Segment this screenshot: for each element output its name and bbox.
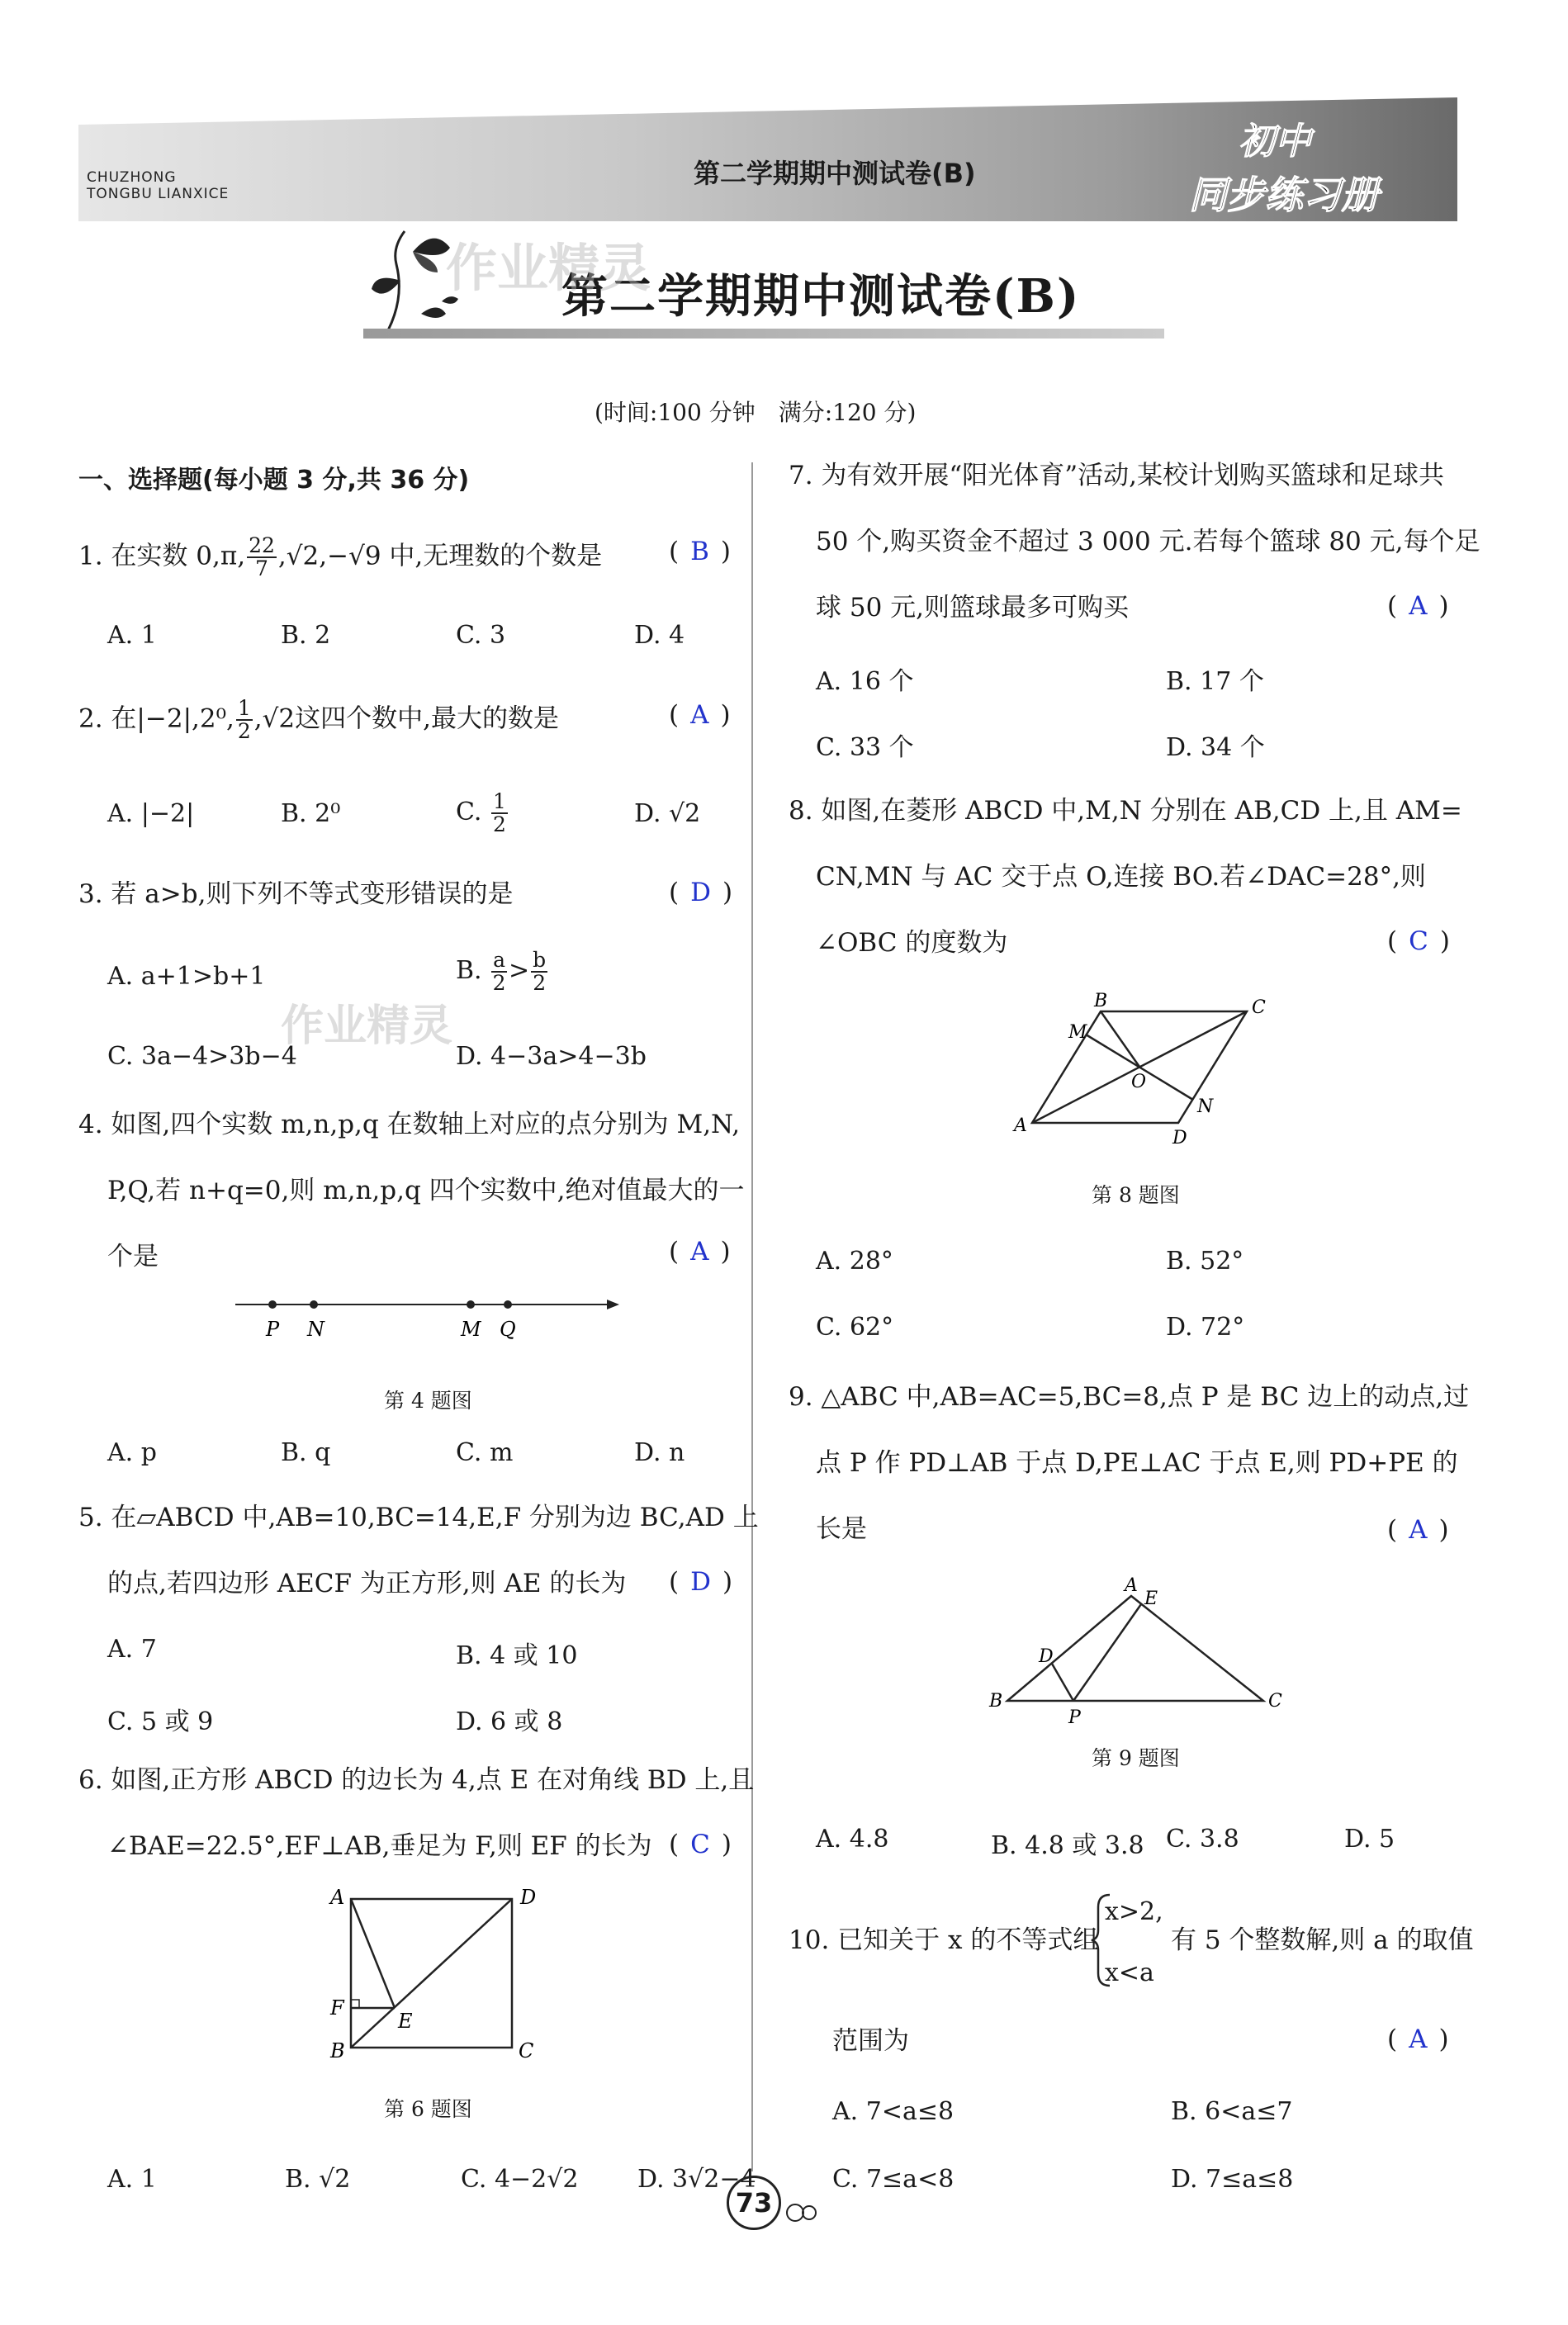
title-underline — [363, 329, 1164, 339]
q2-option-c-fraction — [491, 791, 508, 836]
q6-label-a: A — [330, 1886, 345, 1909]
q4-option-a: A. p — [107, 1438, 157, 1467]
series-logo — [87, 169, 229, 202]
q9-answer: ( A ) — [1387, 1515, 1449, 1545]
q4-line3: 个是 — [107, 1242, 159, 1271]
q4-option-b: B. q — [281, 1438, 331, 1467]
q10-system-line1: x>2, — [1105, 1897, 1163, 1926]
q2-stem-part1: 2. 在|−2|,2⁰, — [78, 703, 234, 734]
q8-caption: 第 8 题图 — [1092, 1183, 1180, 1207]
q4-point-m — [467, 1300, 475, 1309]
q5-line2: 的点,若四边形 AECF 为正方形,则 AE 的长为 — [107, 1569, 627, 1598]
q5-line1: 5. 在▱ABCD 中,AB=10,BC=14,E,F 分别为边 BC,AD 上 — [78, 1503, 759, 1532]
q1-answer: ( B ) — [669, 537, 731, 566]
q8-label-o: O — [1131, 1072, 1147, 1092]
q3-optb-den2: 2 — [533, 971, 547, 995]
q9-caption: 第 9 题图 — [1092, 1746, 1180, 1770]
q8-label-a: A — [1014, 1115, 1027, 1136]
q2-option-b: B. 2⁰ — [281, 799, 341, 828]
q7-line3: 球 50 元,则篮球最多可购买 — [816, 593, 1130, 623]
q2-answer-value: A — [690, 700, 709, 730]
q8-answer-value: C — [1409, 926, 1428, 956]
q5-answer: ( D ) — [669, 1567, 733, 1597]
q10-option-c: C. 7≤a<8 — [832, 2165, 955, 2194]
q10-answer-value: A — [1409, 2024, 1428, 2054]
q7-option-a: A. 16 个 — [816, 667, 914, 696]
series-logo-line1: CHUZHONG — [87, 169, 177, 186]
q8-label-b: B — [1094, 991, 1108, 1011]
q4-axis-arrow — [607, 1300, 619, 1309]
q5-option-b: B. 4 或 10 — [456, 1641, 578, 1670]
q4-line1: 4. 如图,四个实数 m,n,p,q 在数轴上对应的点分别为 M,N, — [78, 1110, 741, 1139]
q3-answer: ( D ) — [669, 878, 733, 907]
q3-option-d: D. 4−3a>4−3b — [456, 1042, 647, 1071]
q6-square-figure — [322, 1882, 553, 2064]
q9-label-b: B — [989, 1691, 1003, 1712]
q8-segment-bo — [1101, 1011, 1139, 1067]
q6-line2: ∠BAE=22.5°,EF⊥AB,垂足为 F,则 EF 的长为 — [107, 1831, 652, 1861]
q6-answer: ( C ) — [669, 1830, 732, 1859]
q2-fraction — [236, 698, 253, 742]
q6-caption: 第 6 题图 — [384, 2097, 472, 2121]
q1-option-b: B. 2 — [281, 621, 331, 650]
time-info: (时间:100 分钟 满分:120 分) — [595, 399, 917, 426]
q1-frac-num: 22 — [249, 533, 275, 557]
q2-stem — [78, 698, 559, 742]
q10-stem-part2: 有 5 个整数解,则 a 的取值 — [1171, 1925, 1474, 1955]
q2-answer: ( A ) — [669, 700, 731, 730]
watermark: 作业精灵 — [446, 238, 651, 298]
q1-option-a: A. 1 — [107, 621, 157, 650]
q9-option-a: A. 4.8 — [816, 1825, 889, 1854]
q10-option-a: A. 7<a≤8 — [832, 2097, 955, 2126]
q8-label-d: D — [1172, 1128, 1187, 1148]
q2-stem-part2: ,√2这四个数中,最大的数是 — [253, 703, 559, 734]
q1-fraction — [247, 535, 277, 580]
q4-answer: ( A ) — [669, 1237, 731, 1267]
q6-option-b: B. √2 — [285, 2165, 351, 2194]
q8-label-m: M — [1068, 1022, 1087, 1043]
q8-option-a: A. 28° — [816, 1247, 893, 1276]
column-divider — [751, 462, 753, 2171]
q4-option-d: D. n — [634, 1438, 685, 1467]
q3-option-b — [456, 949, 549, 994]
series-logo-line2: TONGBU LIANXICE — [87, 186, 230, 202]
q4-label-q: Q — [500, 1318, 516, 1341]
q8-label-c: C — [1252, 997, 1266, 1018]
q8-line2: CN,MN 与 AC 交于点 O,连接 BO.若∠DAC=28°,则 — [816, 862, 1426, 892]
q1-frac-den: 7 — [255, 556, 268, 580]
q1-stem — [78, 535, 602, 580]
q3-optb-frac2 — [531, 949, 547, 994]
q9-line3: 长是 — [816, 1514, 867, 1544]
q7-line1: 7. 为有效开展“阳光体育”活动,某校计划购买篮球和足球共 — [789, 461, 1444, 490]
q2-option-a: A. |−2| — [107, 799, 195, 828]
page-title: 第二学期期中测试卷(B) — [561, 269, 1081, 324]
q4-answer-value: A — [690, 1237, 709, 1267]
page-number-decoration-icon — [783, 2196, 824, 2229]
q9-triangle-figure — [983, 1573, 1296, 1738]
q6-right-angle-mark — [351, 2000, 359, 2008]
q4-point-n — [310, 1300, 318, 1309]
q4-point-p — [268, 1300, 277, 1309]
q6-segment-ae — [351, 1899, 395, 2008]
q4-label-m: M — [461, 1318, 481, 1341]
q7-option-d: D. 34 个 — [1166, 733, 1265, 762]
q4-number-line — [231, 1288, 628, 1346]
q9-label-p: P — [1068, 1707, 1081, 1728]
q10-line2: 范围为 — [832, 2026, 909, 2056]
q6-label-b: B — [330, 2039, 345, 2062]
q4-label-p: P — [266, 1318, 280, 1341]
q6-option-a: A. 1 — [107, 2165, 157, 2194]
q9-line1: 9. △ABC 中,AB=AC=5,BC=8,点 P 是 BC 边上的动点,过 — [789, 1382, 1470, 1412]
q8-rhombus-figure — [1007, 987, 1280, 1152]
q3-optb-frac1 — [491, 949, 507, 994]
q3-optb-num1: a — [493, 948, 506, 972]
q6-label-c: C — [519, 2039, 534, 2062]
q6-option-d: D. 3√2−4 — [637, 2165, 756, 2194]
q6-answer-value: C — [690, 1830, 710, 1859]
q3-optb-den1: 2 — [492, 971, 506, 995]
q3-answer-value: D — [690, 878, 711, 907]
q2-option-c-label: C. — [456, 798, 490, 826]
q5-answer-value: D — [690, 1567, 711, 1597]
q6-label-f: F — [330, 1996, 344, 2020]
q7-option-c: C. 33 个 — [816, 733, 914, 762]
q8-answer: ( C ) — [1387, 926, 1450, 956]
brand-line1: 初中 — [1239, 121, 1311, 163]
q9-option-c: C. 3.8 — [1166, 1825, 1239, 1854]
q3-optb-gt: > — [509, 956, 530, 985]
q3-optb-num2: b — [533, 948, 547, 972]
section-heading: 一、选择题(每小题 3 分,共 36 分) — [78, 466, 470, 495]
q6-label-e: E — [398, 2010, 413, 2033]
q3-optb-label: B. — [456, 956, 490, 985]
q6-diagonal-bd — [351, 1899, 512, 2048]
q2-option-d: D. √2 — [634, 799, 701, 828]
q6-option-c: C. 4−2√2 — [461, 2165, 579, 2194]
q6-line1: 6. 如图,正方形 ABCD 的边长为 4,点 E 在对角线 BD 上,且 — [78, 1765, 755, 1795]
q3-option-c: C. 3a−4>3b−4 — [107, 1042, 297, 1071]
q9-segment-pd — [1052, 1664, 1073, 1701]
q9-label-a: A — [1125, 1575, 1138, 1596]
q1-answer-value: B — [690, 537, 709, 566]
q4-point-q — [504, 1300, 512, 1309]
q7-answer: ( A ) — [1387, 591, 1449, 621]
q2-option-c — [456, 791, 509, 836]
q5-option-d: D. 6 或 8 — [456, 1707, 563, 1736]
watermark-2: 作业精灵 — [281, 1002, 453, 1051]
q2-optc-num: 1 — [492, 789, 506, 813]
q5-option-c: C. 5 或 9 — [107, 1707, 214, 1736]
q10-option-d: D. 7≤a≤8 — [1171, 2165, 1294, 2194]
q8-line1: 8. 如图,在菱形 ABCD 中,M,N 分别在 AB,CD 上,且 AM= — [789, 796, 1462, 826]
q1-option-c: C. 3 — [456, 621, 506, 650]
q9-label-c: C — [1268, 1691, 1282, 1712]
q9-answer-value: A — [1409, 1515, 1428, 1545]
q2-frac-den: 2 — [237, 719, 251, 743]
brand-line2: 同步练习册 — [1189, 173, 1379, 217]
q1-stem-part2: ,√2,−√9 中,无理数的个数是 — [277, 541, 603, 571]
q9-option-d: D. 5 — [1344, 1825, 1395, 1854]
q2-optc-den: 2 — [492, 812, 506, 836]
q3-stem: 3. 若 a>b,则下列不等式变形错误的是 — [78, 879, 514, 909]
q5-option-a: A. 7 — [107, 1635, 157, 1664]
q4-line2: P,Q,若 n+q=0,则 m,n,p,q 四个实数中,绝对值最大的一 — [107, 1176, 745, 1205]
q7-line2: 50 个,购买资金不超过 3 000 元.若每个篮球 80 元,每个足 — [816, 527, 1480, 556]
q3-option-a: A. a+1>b+1 — [107, 962, 266, 991]
q8-option-d: D. 72° — [1166, 1313, 1245, 1342]
q6-label-d: D — [520, 1886, 537, 1909]
q8-line3: ∠OBC 的度数为 — [816, 928, 1008, 958]
q7-answer-value: A — [1409, 591, 1428, 621]
q10-answer: ( A ) — [1387, 2024, 1449, 2054]
q8-label-n: N — [1197, 1096, 1214, 1117]
q9-label-e: E — [1144, 1589, 1158, 1609]
q10-system-line2: x<a — [1105, 1958, 1154, 1987]
q9-segment-pe — [1073, 1604, 1141, 1701]
q7-option-b: B. 17 个 — [1166, 667, 1264, 696]
q9-line2: 点 P 作 PD⊥AB 于点 D,PE⊥AC 于点 E,则 PD+PE 的 — [816, 1448, 1458, 1478]
q1-stem-part1: 1. 在实数 0,π, — [78, 541, 246, 571]
q4-caption: 第 4 题图 — [384, 1389, 472, 1413]
q9-label-d: D — [1039, 1646, 1054, 1667]
page-number: 73 — [727, 2176, 781, 2230]
q10-option-b: B. 6<a≤7 — [1171, 2097, 1293, 2126]
q10-stem-part1: 10. 已知关于 x 的不等式组 — [789, 1925, 1099, 1955]
running-title: 第二学期期中测试卷(B) — [694, 158, 976, 189]
q4-label-n: N — [307, 1318, 324, 1341]
q2-frac-num: 1 — [237, 696, 251, 720]
q1-option-d: D. 4 — [634, 621, 685, 650]
q8-option-c: C. 62° — [816, 1313, 894, 1342]
q9-option-b: B. 4.8 或 3.8 — [991, 1831, 1144, 1860]
q4-option-c: C. m — [456, 1438, 514, 1467]
q8-option-b: B. 52° — [1166, 1247, 1244, 1276]
